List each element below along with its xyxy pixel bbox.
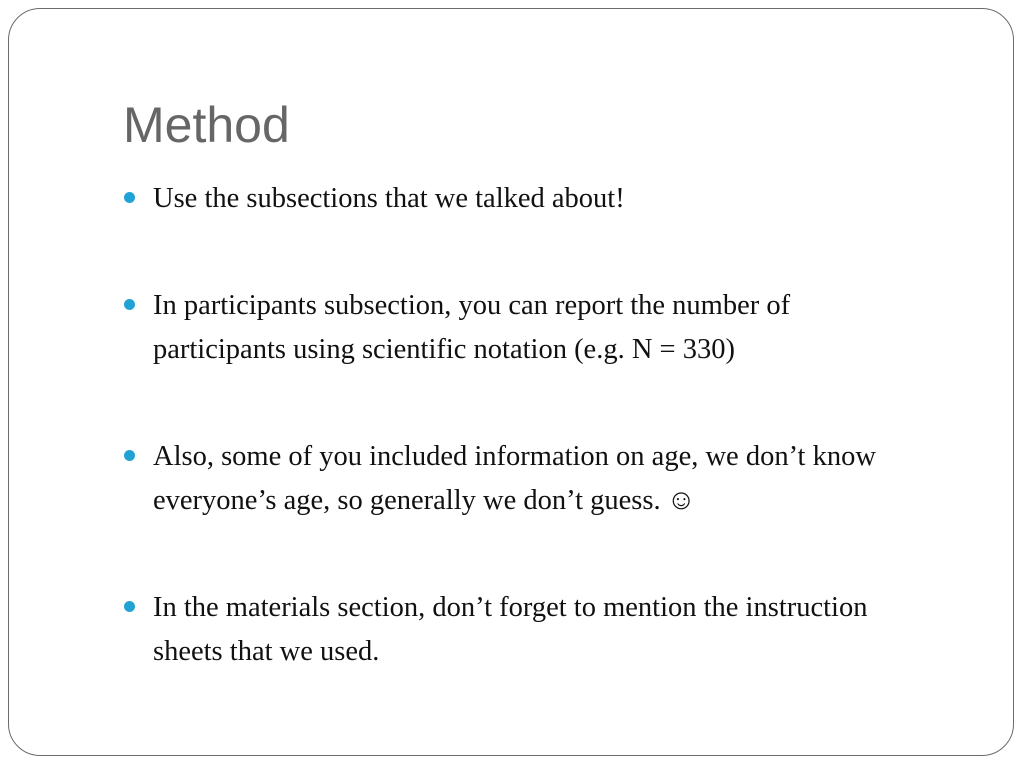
smiley-icon: ☺ [666, 485, 696, 516]
bullet-item-participants [123, 284, 923, 372]
bullet-text: Use the subsections that we talked about! [153, 183, 625, 214]
bullet-text: In the materials section, don’t forget to mention the instruction sheets that we used. [153, 592, 868, 667]
bullet-item-age [123, 435, 923, 523]
bullet-dot-icon [124, 450, 135, 461]
bullet-list [123, 177, 923, 674]
bullet-text: Also, some of you included information on age, we don’t know everyone’s age, so generally we don’t guess. [153, 441, 876, 516]
bullet-dot-icon [124, 192, 135, 203]
bullet-dot-icon [124, 601, 135, 612]
slide-title: Method [123, 97, 290, 153]
bullet-item-subsections [123, 177, 923, 221]
bullet-text: In participants subsection, you can report the number of participants using scientific notation (e.g. N = 330) [153, 290, 791, 365]
bullet-item-materials [123, 586, 923, 674]
bullet-dot-icon [124, 299, 135, 310]
slide-frame [8, 8, 1014, 756]
